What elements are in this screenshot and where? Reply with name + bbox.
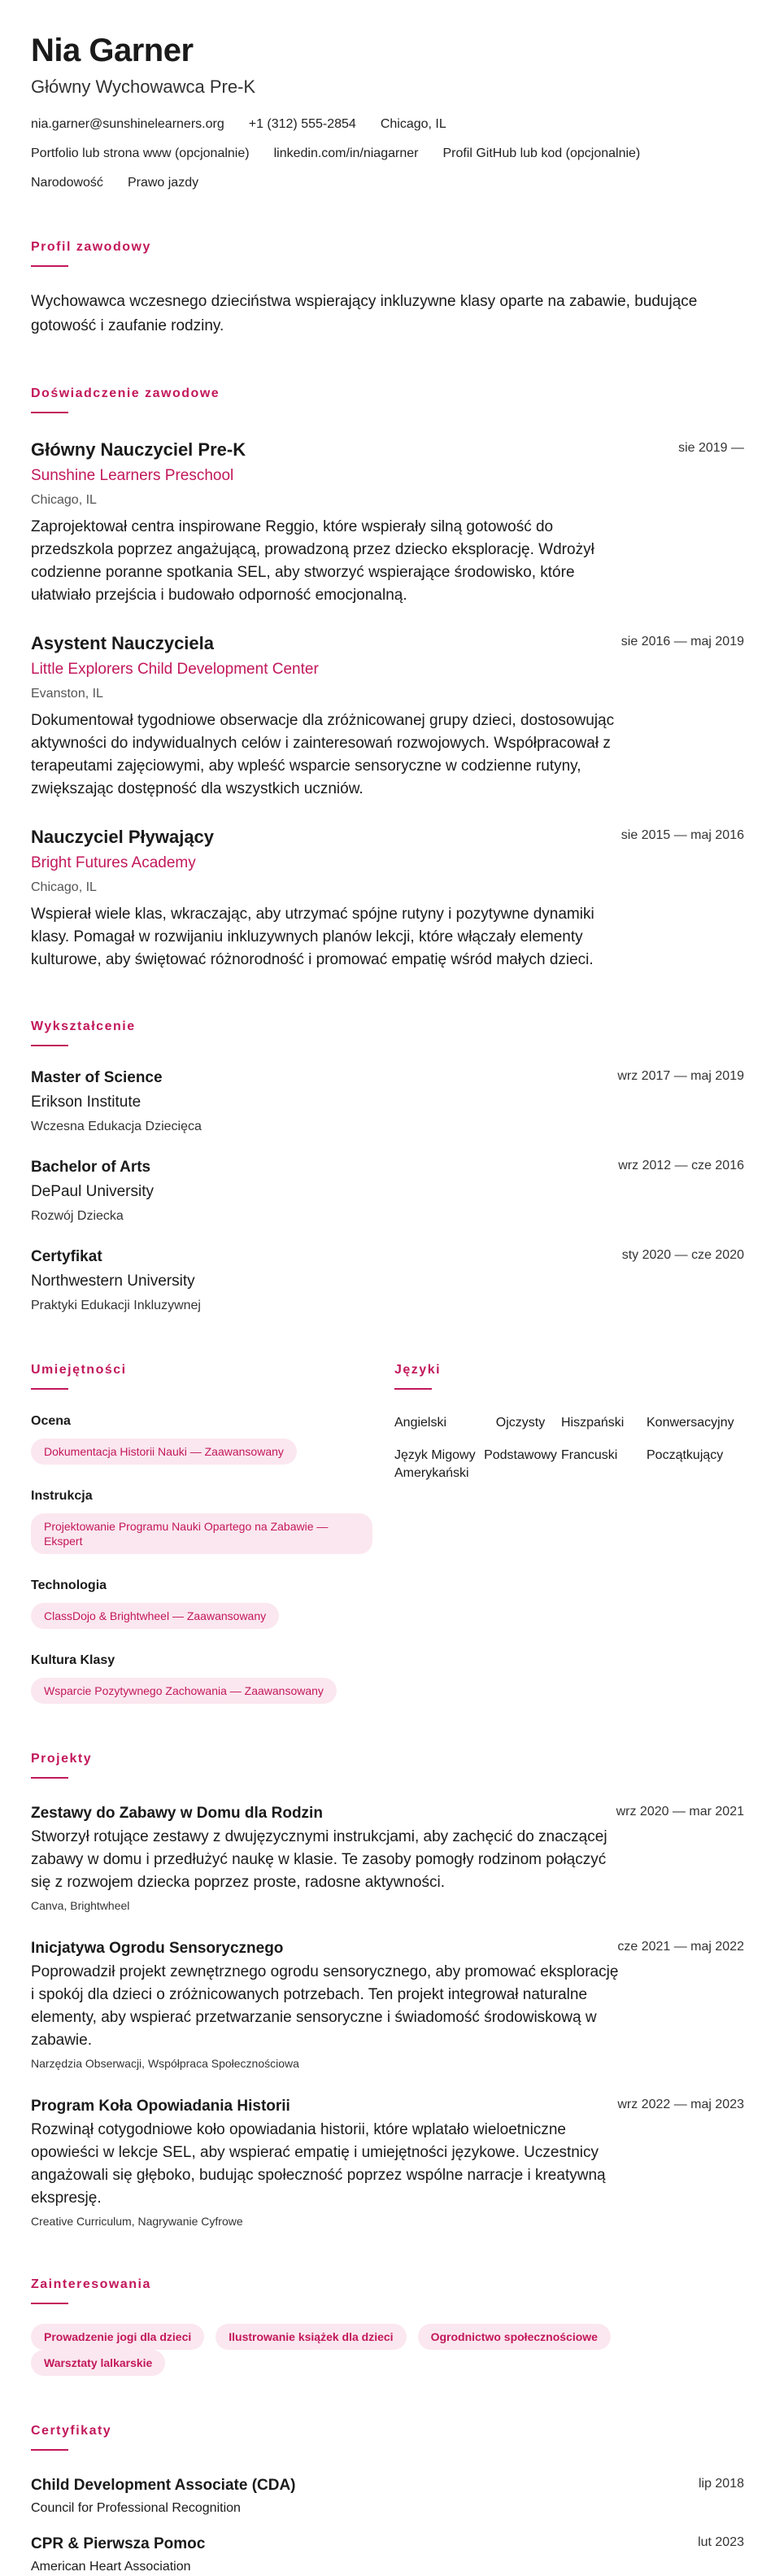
linkedin-link[interactable]: linkedin.com/in/niagarner <box>273 146 419 160</box>
contact-row-links <box>31 145 744 163</box>
job-location: Chicago, IL <box>31 493 97 507</box>
skill-chip: ClassDojo & Brightwheel — Zaawansowany <box>31 1603 279 1629</box>
skill-group <box>31 1487 394 1554</box>
job-description: Dokumentował tygodniowe obserwacje dla zróżnicowanej grupy dzieci, dostosowując aktywności do indywidualnych celów i zainteresowań rozwojowych. Współpracował z terapeutami zajęciowymi, aby wpleść wsparcie sensoryczne w codzienne rutyny, zwiększając dostępność dla wszystkich uczniów. <box>31 712 615 797</box>
license-text: Prawo jazdy <box>127 176 199 190</box>
project-date: wrz 2022 — maj 2023 <box>617 2098 744 2111</box>
job-company: Little Explorers Child Development Center <box>31 661 319 678</box>
project-title: Zestawy do Zabawy w Domu dla Rodzin <box>31 1805 323 1822</box>
certifications-section <box>31 2423 744 2576</box>
languages-heading: Języki <box>394 1363 442 1377</box>
certification-entry <box>31 2534 744 2576</box>
job-date: sie 2015 — maj 2016 <box>620 828 744 842</box>
languages-table <box>394 1414 744 1482</box>
job-company: Bright Futures Academy <box>31 854 196 871</box>
education-entry <box>31 1157 744 1225</box>
education-heading: Wykształcenie <box>31 1019 136 1033</box>
project-title: Inicjatywa Ogrodu Sensorycznego <box>31 1940 284 1957</box>
projects-section <box>31 1751 744 2229</box>
project-description: Rozwinął cotygodniowe koło opowiadania historii, które wplatało wieloetniczne opowieści w lekcje SEL, aby wspierać empatię i umiejętności językowe. Uczestnicy angażowali się głęboko, budując społeczność poprzez wspólne narracje i kreatywną ekspresję. <box>31 2121 606 2207</box>
job-description: Zaprojektował centra inspirowane Reggio, które wspierały silną gotowość do przedszkola poprzez angażującą, prowadzoną przez dziecko eksplorację. Wdrożył codzienne poranne spotkania SEL, aby stworzyć wspierające środowisko, które ułatwiało przejścia i budowało odporność emocjonalną. <box>31 518 594 604</box>
skill-category: Ocena <box>31 1414 71 1428</box>
school: Erikson Institute <box>31 1094 142 1111</box>
candidate-name: Nia Garner <box>31 33 194 68</box>
skill-category: Kultura Klasy <box>31 1653 115 1667</box>
education-section <box>31 1019 744 1315</box>
language-level: Początkujący <box>647 1448 724 1462</box>
interest-chip: Ogrodnictwo społecznościowe <box>418 2324 611 2350</box>
interests-list <box>31 2324 744 2376</box>
education-date: sty 2020 — cze 2020 <box>621 1248 744 1262</box>
interest-chip: Ilustrowanie książek dla dzieci <box>216 2324 406 2350</box>
interests-heading: Zainteresowania <box>31 2277 151 2291</box>
job-date: sie 2019 — <box>678 441 744 455</box>
education-entry <box>31 1247 744 1315</box>
location-text: Chicago, IL <box>380 117 446 131</box>
job-title: Nauczyciel Pływający <box>31 827 215 847</box>
certification-date: lip 2018 <box>698 2477 744 2491</box>
project-date: cze 2021 — maj 2022 <box>617 1940 744 1954</box>
contact-row-extra <box>31 174 744 192</box>
section-divider <box>31 1045 68 1046</box>
job-date: sie 2016 — maj 2019 <box>620 635 744 648</box>
resume-header <box>31 31 744 192</box>
project-description: Stworzył rotujące zestawy z dwujęzycznymi instrukcjami, aby zachęcić do znaczącej zabawy w domu i przedłużyć naukę w klasie. Te zasoby pomogły rodzinom połączyć się z rozwojem dziecka poprzez proste, radosne aktywności. <box>31 1828 607 1891</box>
certification-name: CPR & Pierwsza Pomoc <box>31 2535 206 2552</box>
profile-section <box>31 239 744 338</box>
candidate-headline: Główny Wychowawca Pre-K <box>31 76 256 97</box>
profile-heading: Profil zawodowy <box>31 240 151 254</box>
degree: Master of Science <box>31 1069 163 1086</box>
section-divider <box>31 2449 68 2451</box>
section-divider <box>31 412 68 413</box>
job-title: Asystent Nauczyciela <box>31 633 214 653</box>
section-divider <box>31 1777 68 1779</box>
project-tools: Narzędzia Obserwacji, Współpraca Społecznościowa <box>31 2057 299 2070</box>
email-link[interactable]: nia.garner@sunshinelearners.org <box>31 117 224 131</box>
contact-row-primary <box>31 116 744 133</box>
phone-link[interactable]: +1 (312) 555-2854 <box>248 117 356 131</box>
project-tools: Canva, Brightwheel <box>31 1899 130 1912</box>
website-link[interactable]: Portfolio lub strona www (opcjonalnie) <box>31 146 250 160</box>
skill-category: Instrukcja <box>31 1489 93 1503</box>
job-entry <box>31 631 744 801</box>
profile-summary: Wychowawca wczesnego dzieciństwa wspierający inkluzywne klasy oparte na zabawie, budujące gotowość i zaufanie rodziny. <box>31 293 698 334</box>
job-entry <box>31 825 744 971</box>
language-name: Hiszpański <box>561 1416 625 1430</box>
job-location: Evanston, IL <box>31 687 103 701</box>
project-date: wrz 2020 — mar 2021 <box>616 1805 744 1818</box>
skill-group <box>31 1577 394 1629</box>
project-entry <box>31 1938 744 2072</box>
school: Northwestern University <box>31 1273 195 1290</box>
field-of-study: Praktyki Edukacji Inkluzywnej <box>31 1299 201 1312</box>
nationality-text: Narodowość <box>31 176 103 190</box>
certification-date: lut 2023 <box>698 2535 744 2549</box>
languages-section <box>394 1362 744 1704</box>
section-divider <box>31 2303 68 2304</box>
interests-section <box>31 2277 744 2376</box>
degree: Certyfikat <box>31 1248 102 1265</box>
certification-issuer: Council for Professional Recognition <box>31 2501 241 2515</box>
language-name: Francuski <box>561 1448 618 1462</box>
experience-heading: Doświadczenie zawodowe <box>31 386 220 400</box>
language-name: Angielski <box>394 1416 447 1430</box>
projects-heading: Projekty <box>31 1752 93 1766</box>
education-date: wrz 2012 — cze 2016 <box>618 1159 744 1172</box>
skills-languages-row <box>31 1362 744 1704</box>
certification-entry <box>31 2475 744 2517</box>
section-divider <box>31 265 68 267</box>
job-entry <box>31 438 744 607</box>
language-level: Ojczysty <box>495 1416 546 1430</box>
skill-group <box>31 1412 394 1465</box>
job-company: Sunshine Learners Preschool <box>31 467 234 484</box>
field-of-study: Rozwój Dziecka <box>31 1209 124 1223</box>
section-divider <box>394 1388 432 1390</box>
skill-chip: Dokumentacja Historii Nauki — Zaawansowany <box>31 1439 297 1465</box>
language-name: Język Migowy Amerykański <box>394 1448 476 1480</box>
field-of-study: Wczesna Edukacja Dziecięca <box>31 1120 202 1133</box>
project-entry <box>31 2096 744 2229</box>
education-entry <box>31 1068 744 1136</box>
section-divider <box>31 1388 68 1390</box>
skill-chip: Wsparcie Pozytywnego Zachowania — Zaawansowany <box>31 1678 337 1704</box>
project-entry <box>31 1803 744 1914</box>
certification-name: Child Development Associate (CDA) <box>31 2477 296 2494</box>
education-date: wrz 2017 — maj 2019 <box>617 1069 744 1083</box>
degree: Bachelor of Arts <box>31 1159 151 1176</box>
skill-category: Technologia <box>31 1578 107 1592</box>
project-title: Program Koła Opowiadania Historii <box>31 2098 290 2115</box>
interest-chip: Warsztaty lalkarskie <box>31 2350 165 2376</box>
project-description: Poprowadził projekt zewnętrznego ogrodu sensorycznego, aby promować eksplorację i spokój dla dzieci o zróżnicowanych potrzebach. Ten projekt integrował naturalne elementy, aby wspierać przetwarzanie sensoryczne i świadomość środowiskową w zabawie. <box>31 1963 619 2049</box>
language-level: Podstawowy <box>484 1448 557 1462</box>
school: DePaul University <box>31 1183 154 1200</box>
certifications-heading: Certyfikaty <box>31 2424 112 2438</box>
interest-chip: Prowadzenie jogi dla dzieci <box>31 2324 204 2350</box>
certification-issuer: American Heart Association <box>31 2560 191 2574</box>
job-description: Wspierał wiele klas, wkraczając, aby utrzymać spójne rutyny i pozytywne dynamiki klasy. Pomagał w rozwijaniu inkluzywnych planów lekcji, które włączały elementy kulturowe, aby świętować różnorodność i promować empatię wśród małych dzieci. <box>31 906 594 968</box>
skill-group <box>31 1652 394 1704</box>
experience-section <box>31 386 744 971</box>
github-link[interactable]: Profil GitHub lub kod (opcjonalnie) <box>442 146 641 160</box>
language-level: Konwersacyjny <box>647 1416 734 1430</box>
job-location: Chicago, IL <box>31 880 97 894</box>
skills-section <box>31 1362 394 1704</box>
project-tools: Creative Curriculum, Nagrywanie Cyfrowe <box>31 2215 243 2228</box>
job-title: Główny Nauczyciel Pre-K <box>31 439 246 460</box>
skills-heading: Umiejętności <box>31 1363 127 1377</box>
skill-chip: Projektowanie Programu Nauki Opartego na Zabawie — Ekspert <box>31 1513 372 1554</box>
